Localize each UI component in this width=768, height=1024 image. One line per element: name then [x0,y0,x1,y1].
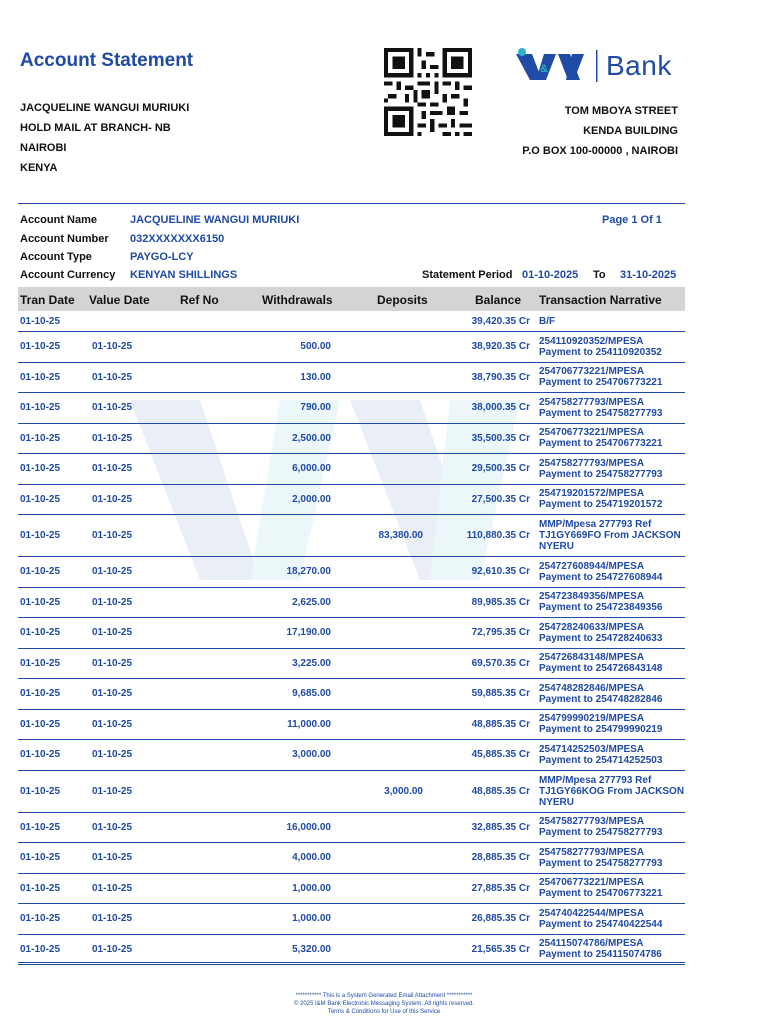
withdrawal-cell: 1,000.00 [292,882,331,894]
withdrawal-cell: 11,000.00 [287,718,331,730]
table-row [18,649,685,680]
column-header-balance: Balance [475,293,522,307]
balance-cell: 27,885.35 Cr [471,882,530,894]
narrative-cell: 254748282846/MPESA Payment to 254748282846 [539,682,663,705]
statement-period-label: Statement Period [422,269,513,281]
balance-cell: 59,885.35 Cr [471,688,530,700]
tran-date-cell: 01-10-25 [20,943,61,955]
column-header-tran-date: Tran Date [20,293,75,307]
balance-cell: 89,985.35 Cr [471,596,530,608]
value-date-cell: 01-10-25 [92,341,133,353]
value-date-cell: 01-10-25 [92,785,133,797]
narrative-cell: 254723849356/MPESA Payment to 254723849356 [539,591,663,614]
withdrawal-cell: 790.00 [300,402,331,414]
customer-address-line: HOLD MAIL AT BRANCH- NB [20,122,171,134]
tran-date-cell: 01-10-25 [20,432,61,444]
account-currency-value: KENYAN SHILLINGS [130,269,238,281]
narrative-cell: 254110920352/MPESA Payment to 254110920352 [539,335,662,358]
narrative-cell: 254758277793/MPESA Payment to 254758277793 [539,396,663,419]
narrative-cell: 254706773221/MPESA Payment to 254706773221 [539,366,663,389]
account-name-value: JACQUELINE WANGUI MURIUKI [130,214,300,226]
table-row [18,363,685,394]
withdrawal-cell: 18,270.00 [286,566,331,578]
deposit-cell: 3,000.00 [384,785,423,797]
page-number: Page 1 Of 1 [602,214,662,226]
narrative-cell: 254719201572/MPESA Payment to 254719201572 [539,488,663,511]
table-row [18,843,685,874]
page-title: Account Statement [20,50,194,71]
balance-cell: 38,000.35 Cr [471,402,530,414]
balance-cell: 92,610.35 Cr [471,566,530,578]
narrative-cell: 254799990219/MPESA Payment to 254799990219 [539,713,663,736]
tran-date-cell: 01-10-25 [20,402,61,414]
value-date-cell: 01-10-25 [92,943,133,955]
withdrawal-cell: 3,000.00 [292,749,331,761]
table-row [18,813,685,844]
value-date-cell: 01-10-25 [92,627,133,639]
footer-copyright: © 2025 I&M Bank Electronic Messaging System. All rights reserved. [293,1001,475,1007]
balance-cell: 45,885.35 Cr [471,749,530,761]
withdrawal-cell: 9,685.00 [292,688,331,700]
tran-date-cell: 01-10-25 [20,852,61,864]
value-date-cell: 01-10-25 [92,371,133,383]
narrative-cell: 254714252503/MPESA Payment to 254714252503 [539,743,663,766]
tran-date-cell: 01-10-25 [20,530,61,541]
narrative-cell: 254758277793/MPESA Payment to 254758277793 [539,846,663,869]
tran-date-cell: 01-10-25 [20,627,61,639]
account-type-label: Account Type [20,251,92,263]
balance-cell: 26,885.35 Cr [471,913,530,925]
withdrawal-cell: 1,000.00 [292,913,331,925]
column-header-deposits: Deposits [377,293,428,307]
value-date-cell: 01-10-25 [92,749,133,761]
balance-cell: 69,570.35 Cr [471,657,530,669]
table-row [18,710,685,741]
tran-date-cell: 01-10-25 [20,316,61,327]
balance-cell: 110,880.35 Cr [466,530,530,541]
value-date-cell: 01-10-25 [92,493,133,505]
bank-address-line: TOM MBOYA STREET [564,105,678,117]
balance-cell: 38,920.35 Cr [471,341,530,353]
bank-name: Bank [606,50,672,81]
value-date-cell: 01-10-25 [92,402,133,414]
table-row [18,588,685,619]
withdrawal-cell: 6,000.00 [292,463,331,475]
value-date-cell: 01-10-25 [92,463,133,475]
balance-cell: 48,885.35 Cr [471,785,530,797]
narrative-cell: 254706773221/MPESA Payment to 254706773221 [539,427,663,450]
value-date-cell: 01-10-25 [92,432,133,444]
qr-code-icon [384,48,472,136]
narrative-cell: 254758277793/MPESA Payment to 254758277793 [539,457,663,480]
withdrawal-cell: 2,625.00 [292,596,331,608]
tran-date-cell: 01-10-25 [20,821,61,833]
table-row [18,618,685,649]
table-header [18,287,685,311]
withdrawal-cell: 3,225.00 [292,657,331,669]
value-date-cell: 01-10-25 [92,596,133,608]
tran-date-cell: 01-10-25 [20,749,61,761]
table-row [18,874,685,905]
withdrawal-cell: 130.00 [300,371,331,383]
statement-period-to: 31-10-2025 [620,269,677,281]
bank-address-line: KENDA BUILDING [583,125,678,137]
column-header-value-date: Value Date [89,293,150,307]
account-type-value: PAYGO-LCY [130,251,194,263]
value-date-cell: 01-10-25 [92,882,133,894]
column-header-ref-no: Ref No [180,293,219,307]
footer [0,992,768,1016]
tran-date-cell: 01-10-25 [20,566,61,578]
tran-date-cell: 01-10-25 [20,463,61,475]
narrative-cell: 254740422544/MPESA Payment to 254740422544 [539,907,663,930]
narrative-cell: 254115074786/MPESA Payment to 254115074786 [539,938,662,961]
table-row [18,557,685,588]
bank-address-line: P.O BOX 100-00000 , NAIROBI [522,145,678,157]
value-date-cell: 01-10-25 [92,530,133,541]
balance-cell: 28,885.35 Cr [471,852,530,864]
table-row [18,515,685,557]
narrative-cell: MMP/Mpesa 277793 Ref TJ1GY669FO From JACKSON NYERU [539,519,681,552]
bank-address [522,101,678,161]
account-currency-label: Account Currency [20,269,116,281]
table-row [18,740,685,771]
customer-address-line: NAIROBI [20,142,67,154]
account-name-label: Account Name [20,214,98,226]
column-header-narrative: Transaction Narrative [539,293,662,307]
value-date-cell: 01-10-25 [92,852,133,864]
table-row [18,393,685,424]
table-row [18,679,685,710]
narrative-cell: B/F [539,316,556,327]
table-row [18,485,685,516]
table-row [18,312,685,332]
tran-date-cell: 01-10-25 [20,688,61,700]
withdrawal-cell: 17,190.00 [286,627,331,639]
value-date-cell: 01-10-25 [92,913,133,925]
balance-cell: 32,885.35 Cr [471,821,530,833]
balance-cell: 27,500.35 Cr [471,493,530,505]
table-row [18,454,685,485]
customer-address-line: KENYA [20,162,58,174]
withdrawal-cell: 5,320.00 [292,943,331,955]
withdrawal-cell: 2,500.00 [292,432,331,444]
statement-period-from: 01-10-2025 [522,269,579,281]
narrative-cell: 254706773221/MPESA Payment to 254706773221 [539,877,663,900]
footer-terms-link[interactable]: Terms & Conditions for Use of this Service [327,1009,441,1015]
table-row [18,771,685,813]
customer-address [20,98,189,178]
tran-date-cell: 01-10-25 [20,785,61,797]
balance-cell: 39,420.35 Cr [471,316,530,327]
tran-date-cell: 01-10-25 [20,657,61,669]
tran-date-cell: 01-10-25 [20,913,61,925]
withdrawal-cell: 500.00 [300,341,331,353]
value-date-cell: 01-10-25 [92,566,133,578]
tran-date-cell: 01-10-25 [20,341,61,353]
narrative-cell: MMP/Mpesa 277793 Ref TJ1GY66KOG From JACKSON NYERU [539,774,685,808]
statement-period-to-label: To [593,269,606,281]
value-date-cell: 01-10-25 [92,657,133,669]
withdrawal-cell: 2,000.00 [292,493,331,505]
table-row [18,332,685,363]
table-row [18,935,685,966]
balance-cell: 48,885.35 Cr [471,718,530,730]
table-row [18,904,685,935]
table-end-divider [18,962,685,963]
withdrawal-cell: 4,000.00 [292,852,331,864]
tran-date-cell: 01-10-25 [20,882,61,894]
tran-date-cell: 01-10-25 [20,596,61,608]
tran-date-cell: 01-10-25 [20,718,61,730]
balance-cell: 29,500.35 Cr [471,463,530,475]
balance-cell: 21,565.35 Cr [471,943,530,955]
customer-address-line: JACQUELINE WANGUI MURIUKI [20,102,190,114]
transactions-table [18,312,685,965]
balance-cell: 38,790.35 Cr [471,371,530,383]
header-divider [18,203,685,204]
narrative-cell: 254727608944/MPESA Payment to 254727608944 [539,560,663,583]
account-number-value: 032XXXXXXX6150 [130,233,225,245]
footer-notice: *********** This is a System Generated Email Attachment *********** [295,993,473,999]
narrative-cell: 254758277793/MPESA Payment to 254758277793 [539,816,663,839]
balance-cell: 72,795.35 Cr [471,627,530,639]
svg-text:&: & [540,63,548,75]
withdrawal-cell: 16,000.00 [286,821,331,833]
value-date-cell: 01-10-25 [92,821,133,833]
value-date-cell: 01-10-25 [92,688,133,700]
value-date-cell: 01-10-25 [92,718,133,730]
column-header-withdrawals: Withdrawals [262,293,333,307]
narrative-cell: 254728240633/MPESA Payment to 254728240633 [539,621,663,644]
tran-date-cell: 01-10-25 [20,493,61,505]
tran-date-cell: 01-10-25 [20,371,61,383]
balance-cell: 35,500.35 Cr [471,432,530,444]
narrative-cell: 254726843148/MPESA Payment to 254726843148 [539,652,663,675]
table-row [18,424,685,455]
account-number-label: Account Number [20,233,109,245]
deposit-cell: 83,380.00 [378,530,423,541]
